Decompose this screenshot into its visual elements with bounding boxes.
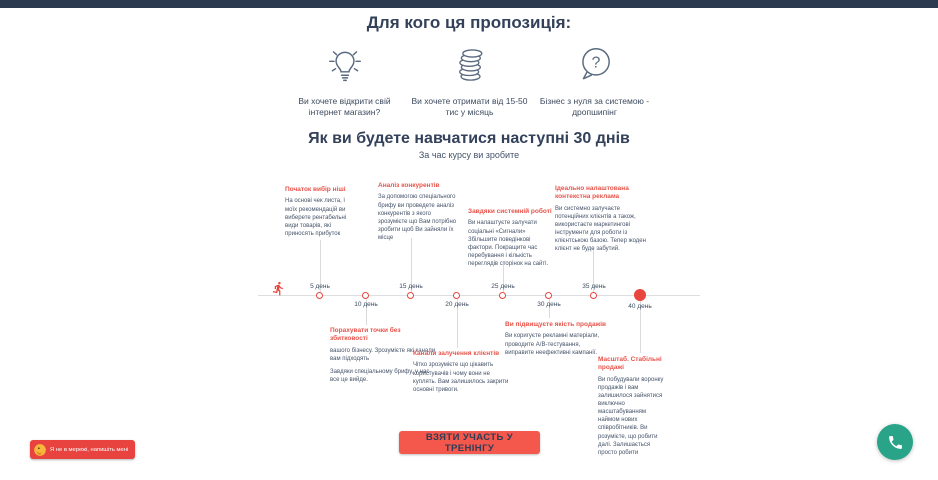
timeline-block-body: За допомогою спеціального брифу ви проведете аналіз конкурентів з якого зрозумієте що Вам потрібно зробити щоб Ви зайняли їх місце [378, 194, 457, 241]
timeline-block-body: вашого бізнесу. Зрозумієте які канали вам підходять [330, 347, 436, 362]
timeline-block-sales-quality [505, 321, 607, 357]
chat-mascot-icon [33, 443, 47, 457]
timeline-block-body: На основі чек листа, і моїх рекомендацій ви виберете рентабельні види товарів, які приносять прибуток [285, 198, 347, 237]
feature-dropshipping [532, 42, 657, 119]
timeline-day-label: 10 день [354, 301, 378, 308]
timeline-day-label: 35 день [582, 283, 606, 290]
feature-income [407, 42, 532, 119]
timeline-day-label: 25 день [491, 283, 515, 290]
coins-icon [407, 42, 532, 86]
timeline-dot [545, 292, 552, 299]
timeline-block-title: Канали залучення клієнтів [413, 350, 500, 357]
timeline-block-title: Ідеально налаштована контекстна реклама [555, 185, 629, 201]
timeline-block-system-work [468, 208, 556, 268]
timeline-block-body: Ви побудували воронку продажів і вам залишилося зайнятися виключно масштабуванням наймом нових співробітників. Ви розумієте, що робити далі. Залишається просто робити [598, 376, 664, 456]
feature-caption: Бізнес з нуля за системою - дропшипінг [539, 96, 650, 118]
timeline-block-body: Ви коригуєте рекламні матеріали, проводите А/В-тестування, виправите неефективні кампанії. [505, 333, 600, 356]
timeline-block-competitors [378, 182, 462, 242]
feature-open-shop [282, 42, 407, 119]
timeline-block-scale [598, 356, 666, 457]
timeline-dot [362, 292, 369, 299]
timeline-day-label: 40 день [628, 303, 652, 310]
timeline-block-title: Завдяки системній роботі [468, 208, 552, 215]
timeline-block-body: Ви системно залучаєте потенційних клієнтів а також, використаєте маркетингові інструменти для роботи із клієнтською базою. Тепер жоден клієнт не буде забутий. [555, 205, 646, 253]
timeline-block-niche [285, 186, 355, 238]
timeline-block-body: Завдяки спеціальному брифу, у нас все це вийде. [330, 369, 430, 384]
timeline-block-title: Ви підвищуєте якість продажів [505, 321, 607, 328]
timeline-block-body: Ви налаштуєте залучати соціальні «Сигнали» Збільшите поведінкові фактори. Покращите час перебування і кількість переглядів сторінок на сайті. [468, 220, 549, 267]
timeline-block-channels [413, 350, 511, 394]
feature-caption: Ви хочете отримати від 15-50 тис у місяць [411, 96, 528, 118]
lightbulb-icon [282, 42, 407, 86]
offline-chat-widget[interactable] [30, 440, 135, 459]
chat-widget-label: Я не в мережі, напишіть мені [50, 446, 129, 453]
timeline-dot [316, 292, 323, 299]
timeline-day-label: 15 день [399, 283, 423, 290]
timeline-block-title: Початок вибір ніші [285, 186, 346, 193]
join-training-button[interactable]: ВЗЯТИ УЧАСТЬ У ТРЕНІНГУ [399, 431, 540, 454]
section-title-audience: Для кого ця пропозиція: [366, 13, 572, 32]
section-title-course: Як ви будете навчатися наступні 30 днів [308, 130, 630, 147]
timeline-block-body: Чітко зрозумієте що цікавить користувачів і чому вони не куплять. Вам залишилось закрити основні тривоги. [413, 362, 509, 393]
call-button[interactable] [877, 424, 913, 460]
top-navigation-bar [0, 0, 938, 8]
timeline-block-title: Аналіз конкурентів [378, 182, 440, 189]
timeline-dot [499, 292, 506, 299]
timeline-dot [407, 292, 414, 299]
phone-icon [887, 434, 904, 451]
timeline-dot [590, 292, 597, 299]
timeline-block-context-ads [555, 185, 649, 253]
feature-caption: Ви хочете відкрити свій інтернет магазин? [298, 96, 391, 118]
timeline-day-label: 5 день [310, 283, 330, 290]
timeline-dot-final [634, 289, 646, 301]
question-bubble-icon [532, 42, 657, 86]
features-row [282, 42, 658, 119]
timeline-block-title: Масштаб. Стабільні продажі [598, 356, 662, 372]
timeline-day-label: 20 день [445, 301, 469, 308]
timeline-dot [453, 292, 460, 299]
timeline-day-label: 30 день [537, 301, 561, 308]
runner-icon [271, 281, 286, 301]
section-subtitle-course: За час курсу ви зробите [418, 150, 520, 160]
svg-text:?: ? [591, 54, 600, 72]
timeline-block-title: Порахувати точки без збитковості [330, 327, 401, 343]
